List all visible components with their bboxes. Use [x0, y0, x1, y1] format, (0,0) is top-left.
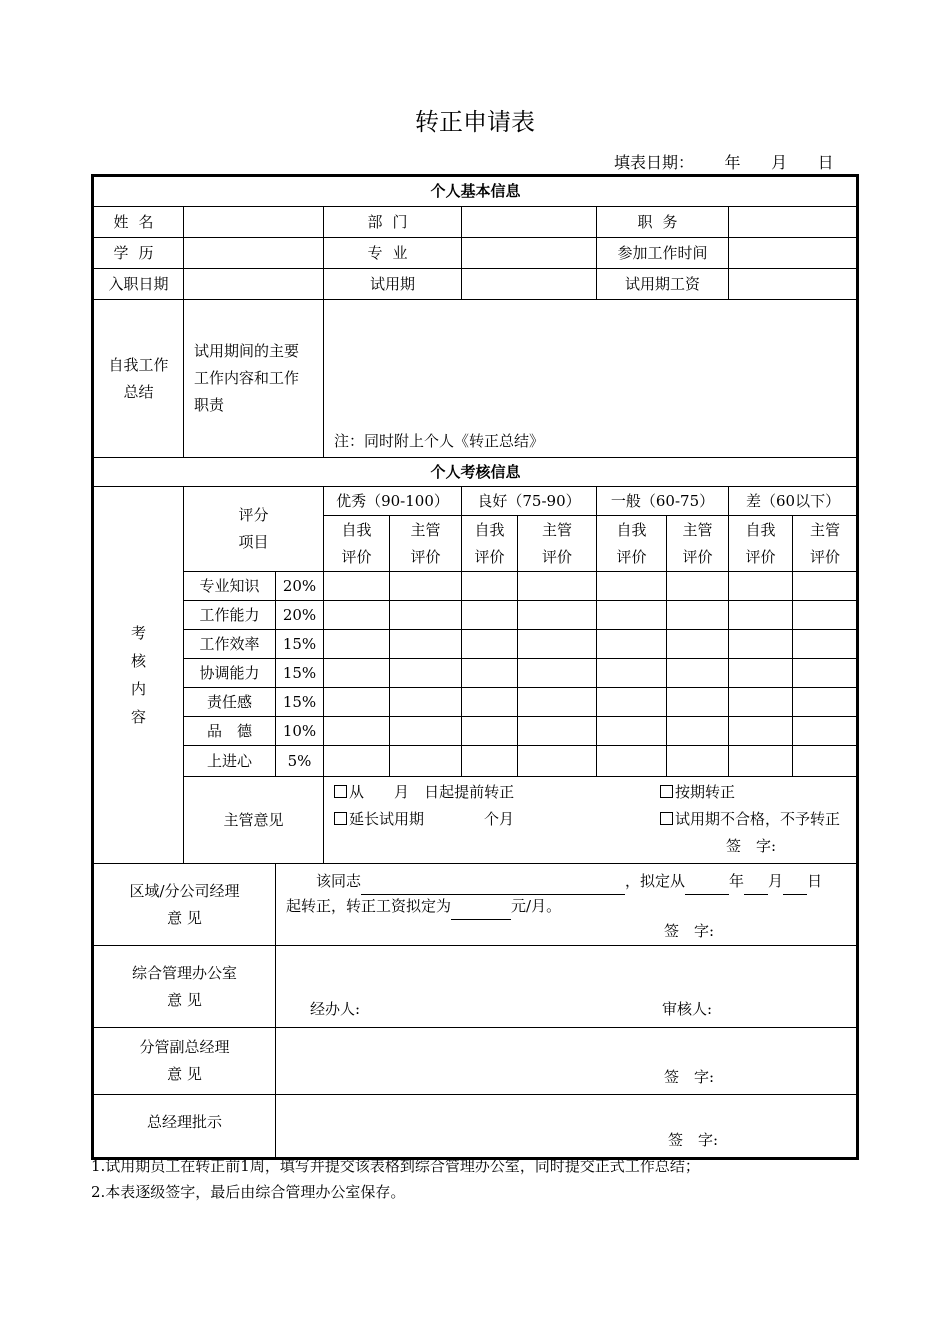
self-summary-note: 注：同时附上个人《转正总结》: [334, 432, 545, 450]
education-value-cell[interactable]: [184, 238, 324, 269]
regional-opinion-line-2: [286, 893, 561, 920]
salary-blank[interactable]: [451, 901, 511, 920]
work-start-label: 参加工作时间: [597, 238, 729, 269]
score-cell[interactable]: [729, 630, 793, 659]
score-cell[interactable]: [390, 717, 462, 746]
score-cell[interactable]: [793, 717, 858, 746]
score-cell[interactable]: [324, 601, 390, 630]
ontime-confirm-text: 按期转正: [675, 783, 736, 801]
score-cell[interactable]: [729, 601, 793, 630]
assessment-item-weight: 5%: [276, 746, 324, 777]
score-cell[interactable]: [324, 659, 390, 688]
score-cell[interactable]: [793, 601, 858, 630]
score-cell[interactable]: [667, 659, 729, 688]
score-item-header: [184, 487, 324, 572]
score-cell[interactable]: [729, 572, 793, 601]
assessment-row: [93, 688, 858, 717]
extend-probation-text-a: 延长试用期: [349, 810, 425, 828]
score-cell[interactable]: [462, 601, 518, 630]
footnote-2: 2.本表逐级签字，最后由综合管理办公室保存。: [91, 1183, 406, 1201]
eval-line: 评价: [810, 547, 841, 566]
self-summary-desc-line-1: 试用期间的主要: [194, 342, 300, 360]
ontime-confirm-option[interactable]: [660, 779, 735, 806]
deputy-gm-label-line-1: 分管副总经理: [139, 1038, 230, 1056]
score-cell[interactable]: [518, 717, 597, 746]
regional-text-6: 起转正，转正工资拟定为: [286, 897, 452, 915]
grade-good-header: 良好（75-90）: [462, 487, 597, 516]
checkbox-icon[interactable]: [660, 812, 673, 825]
grade-average-header: 一般（60-75）: [597, 487, 729, 516]
score-cell[interactable]: [390, 746, 462, 777]
deputy-gm-label-line-2: 意 见: [167, 1065, 202, 1083]
admin-office-label-line-2: 意 见: [167, 990, 202, 1009]
grade-excellent-header: 优秀（90-100）: [324, 487, 462, 516]
name-label: 姓名: [93, 207, 184, 238]
probation-label: 试用期: [324, 269, 462, 300]
assessment-side-char-3: 内: [130, 680, 146, 698]
deputy-gm-opinion-cell[interactable]: [276, 1028, 858, 1095]
assessment-row: [93, 601, 858, 630]
score-cell[interactable]: [597, 630, 667, 659]
assessment-row: [93, 630, 858, 659]
assessment-item-weight: 20%: [276, 601, 324, 630]
score-cell[interactable]: [793, 746, 858, 777]
regional-text-1: 该同志: [316, 872, 362, 890]
regional-text-2: ，拟定从: [625, 872, 686, 890]
assessment-item-weight: 10%: [276, 717, 324, 746]
score-cell[interactable]: [324, 630, 390, 659]
self-summary-desc-line-3: 职责: [194, 396, 225, 414]
score-cell[interactable]: [324, 746, 390, 777]
gm-approval-cell[interactable]: [276, 1095, 858, 1159]
assessment-item-name: 专业知识: [184, 572, 276, 601]
manager-opinion-cell: [324, 777, 858, 864]
self-summary-description: [184, 300, 324, 458]
eval-line: 评价: [682, 547, 713, 566]
grade-poor-header: 差（60以下）: [729, 487, 858, 516]
regional-manager-label-line-2: 意 见: [167, 908, 202, 927]
assessment-item-name: 品 德: [184, 717, 276, 746]
assessment-row: [93, 717, 858, 746]
manager-signature: 签 字:: [726, 837, 777, 855]
early-confirm-text-c: 日起提前转正: [424, 783, 515, 801]
probation-salary-label: 试用期工资: [597, 269, 729, 300]
probation-value-cell[interactable]: [462, 269, 597, 300]
score-cell[interactable]: [462, 572, 518, 601]
assessment-side-char-2: 核: [130, 652, 146, 670]
score-cell[interactable]: [793, 572, 858, 601]
probation-salary-value-cell[interactable]: [729, 269, 858, 300]
early-confirm-text-a: 从: [349, 783, 365, 801]
average-mgr-eval-header: [667, 516, 729, 572]
assessment-section-title: 个人考核信息: [93, 458, 858, 487]
regional-text-7: 元/月。: [511, 897, 562, 915]
basic-info-section-title: 个人基本信息: [93, 176, 858, 207]
score-cell[interactable]: [793, 630, 858, 659]
score-cell[interactable]: [390, 601, 462, 630]
probation-fail-option[interactable]: [660, 806, 840, 833]
application-form-table: [91, 174, 859, 1160]
reviewer-signature: 审核人:: [662, 1000, 713, 1018]
regional-manager-label: [93, 864, 276, 946]
good-mgr-eval-header: [518, 516, 597, 572]
join-date-label: 入职日期: [93, 269, 184, 300]
early-confirm-text-b: 月: [394, 783, 410, 801]
score-cell[interactable]: [462, 746, 518, 777]
admin-office-label: [93, 946, 276, 1028]
footnotes: [91, 1153, 700, 1205]
score-cell[interactable]: [518, 746, 597, 777]
position-label: 职务: [597, 207, 729, 238]
score-cell[interactable]: [667, 746, 729, 777]
self-summary-label-line-2: 总结: [123, 382, 154, 401]
assessment-side-label: [93, 487, 184, 864]
assessment-item-name: 上进心: [184, 746, 276, 777]
self-summary-content-cell[interactable]: [324, 300, 858, 458]
regional-opinion-line-1: [316, 868, 822, 895]
fill-date-label: 填表日期：: [614, 153, 695, 172]
checkbox-icon[interactable]: [334, 785, 347, 798]
poor-mgr-eval-header: [793, 516, 858, 572]
assessment-side-char-1: 考: [130, 624, 146, 642]
assessment-item-name: 责任感: [184, 688, 276, 717]
eval-line: 自我: [745, 520, 776, 539]
department-label: 部门: [324, 207, 462, 238]
page-title: 转正申请表: [415, 108, 535, 136]
average-self-eval-header: [597, 516, 667, 572]
score-cell[interactable]: [462, 630, 518, 659]
poor-self-eval-header: [729, 516, 793, 572]
checkbox-icon[interactable]: [660, 785, 673, 798]
score-cell[interactable]: [518, 688, 597, 717]
score-cell[interactable]: [793, 659, 858, 688]
regional-text-3: 年: [729, 872, 745, 890]
score-cell[interactable]: [729, 746, 793, 777]
eval-line: 评价: [616, 547, 647, 566]
assessment-row: [93, 572, 858, 601]
assessment-side-char-4: 容: [130, 708, 146, 726]
score-cell[interactable]: [518, 601, 597, 630]
assessment-item-name: 工作效率: [184, 630, 276, 659]
early-confirm-option[interactable]: [334, 779, 514, 806]
score-cell[interactable]: [390, 630, 462, 659]
score-item-header-line-2: 项目: [238, 533, 269, 551]
extend-probation-option[interactable]: [334, 806, 514, 833]
confirm-day-blank[interactable]: [783, 876, 807, 895]
footnote-1: 1.试用期员工在转正前1周，填写并提交该表格到综合管理办公室，同时提交正式工作总结；: [91, 1157, 700, 1175]
self-summary-desc-line-2: 工作内容和工作: [194, 369, 300, 387]
eval-line: 自我: [474, 520, 505, 539]
score-cell[interactable]: [518, 572, 597, 601]
eval-line: 评价: [745, 547, 776, 566]
score-cell[interactable]: [324, 572, 390, 601]
good-self-eval-header: [462, 516, 518, 572]
handler-signature: 经办人:: [310, 1000, 361, 1018]
eval-line: 主管: [682, 520, 713, 539]
fill-date-day: 日: [817, 153, 834, 172]
eval-line: 主管: [410, 520, 441, 539]
score-cell[interactable]: [518, 659, 597, 688]
education-label: 学历: [93, 238, 184, 269]
join-date-value-cell[interactable]: [184, 269, 324, 300]
eval-line: 评价: [341, 547, 372, 566]
regional-manager-label-line-1: 区域/分公司经理: [129, 881, 240, 900]
assessment-row: [93, 746, 858, 777]
score-cell[interactable]: [729, 659, 793, 688]
gm-approval-label: 总经理批示: [93, 1095, 276, 1159]
score-cell[interactable]: [324, 717, 390, 746]
deputy-gm-label: [93, 1028, 276, 1095]
eval-line: 评价: [541, 547, 572, 566]
eval-line: 自我: [341, 520, 372, 539]
assessment-item-weight: 15%: [276, 688, 324, 717]
score-cell[interactable]: [462, 688, 518, 717]
score-cell[interactable]: [667, 630, 729, 659]
checkbox-icon[interactable]: [334, 812, 347, 825]
position-value-cell[interactable]: [729, 207, 858, 238]
score-cell[interactable]: [324, 688, 390, 717]
assessment-item-weight: 20%: [276, 572, 324, 601]
department-value-cell[interactable]: [462, 207, 597, 238]
eval-line: 评价: [410, 547, 441, 566]
score-cell[interactable]: [667, 572, 729, 601]
major-label: 专业: [324, 238, 462, 269]
manager-opinion-label: 主管意见: [184, 777, 324, 864]
score-cell[interactable]: [597, 746, 667, 777]
extend-probation-text-b: 个月: [484, 810, 515, 828]
score-cell[interactable]: [597, 601, 667, 630]
eval-line: 自我: [616, 520, 647, 539]
score-cell[interactable]: [390, 688, 462, 717]
eval-line: 评价: [474, 547, 505, 566]
gm-signature: 签 字:: [668, 1131, 719, 1149]
assessment-item-weight: 15%: [276, 659, 324, 688]
score-cell[interactable]: [518, 630, 597, 659]
confirm-year-blank[interactable]: [685, 876, 729, 895]
deputy-gm-signature: 签 字:: [664, 1068, 715, 1086]
regional-signature: 签 字:: [664, 922, 715, 940]
score-cell[interactable]: [729, 688, 793, 717]
assessment-item-name: 工作能力: [184, 601, 276, 630]
confirm-month-blank[interactable]: [744, 876, 768, 895]
score-cell[interactable]: [462, 717, 518, 746]
work-start-value-cell[interactable]: [729, 238, 858, 269]
score-item-header-line-1: 评分: [238, 506, 269, 524]
excellent-self-eval-header: [324, 516, 390, 572]
excellent-mgr-eval-header: [390, 516, 462, 572]
score-cell[interactable]: [667, 688, 729, 717]
fill-date-month: 月: [771, 153, 788, 172]
score-cell[interactable]: [667, 601, 729, 630]
probation-fail-text: 试用期不合格，不予转正: [675, 810, 841, 828]
score-cell[interactable]: [390, 572, 462, 601]
self-summary-label: [93, 300, 184, 458]
fill-date: [614, 150, 834, 173]
score-cell[interactable]: [597, 717, 667, 746]
eval-line: 主管: [541, 520, 572, 539]
score-cell[interactable]: [729, 717, 793, 746]
admin-office-opinion-cell[interactable]: [276, 946, 858, 1028]
score-cell[interactable]: [462, 659, 518, 688]
assessment-item-weight: 15%: [276, 630, 324, 659]
score-cell[interactable]: [390, 659, 462, 688]
major-value-cell[interactable]: [462, 238, 597, 269]
score-cell[interactable]: [597, 659, 667, 688]
score-cell[interactable]: [597, 688, 667, 717]
score-cell[interactable]: [597, 572, 667, 601]
admin-office-label-line-1: 综合管理办公室: [131, 963, 237, 982]
assessment-row: [93, 659, 858, 688]
eval-line: 主管: [810, 520, 841, 539]
assessment-item-name: 协调能力: [184, 659, 276, 688]
name-value-cell[interactable]: [184, 207, 324, 238]
regional-text-4: 月: [768, 872, 784, 890]
score-cell[interactable]: [793, 688, 858, 717]
fill-date-year: 年: [724, 153, 741, 172]
regional-text-5: 日: [807, 872, 823, 890]
self-summary-label-line-1: 自我工作: [108, 355, 169, 374]
regional-manager-opinion-cell: [276, 864, 858, 946]
score-cell[interactable]: [667, 717, 729, 746]
